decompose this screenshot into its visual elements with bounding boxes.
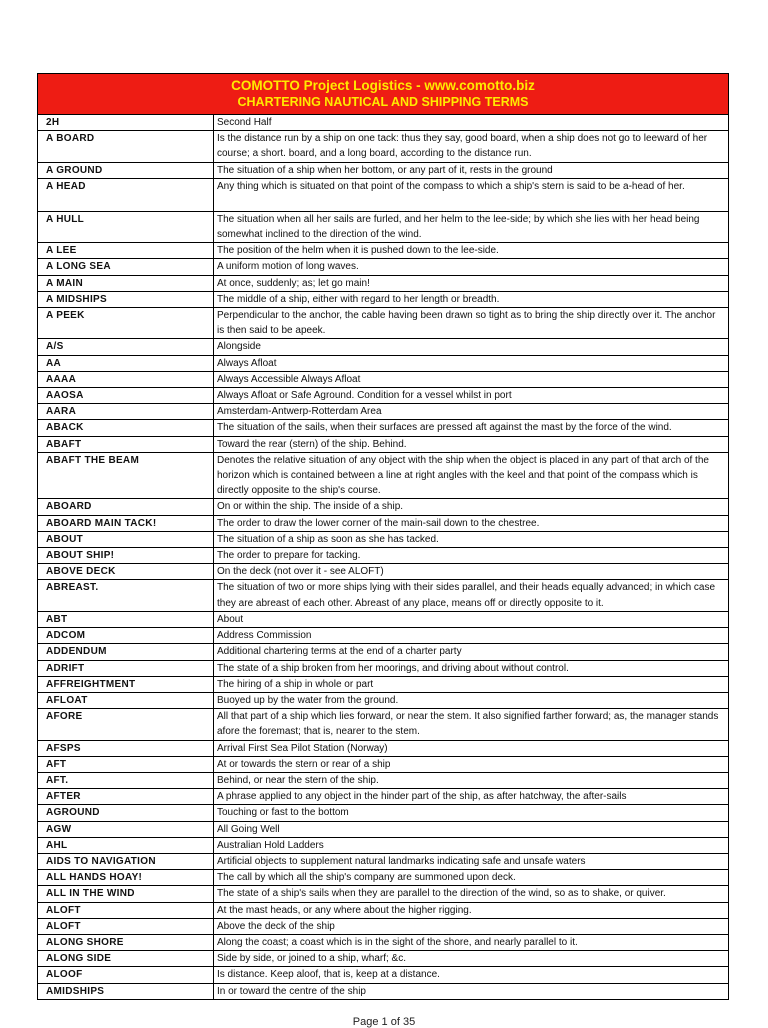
term-row [38, 548, 728, 564]
term-row [38, 902, 728, 918]
definition-cell: The state of a ship broken from her moorings, and driving about without control. [214, 660, 729, 676]
term-cell: ADDENDUM [38, 644, 214, 660]
definition-cell: Denotes the relative situation of any object with the ship when the object is placed in any part of that arch of the horizon which is contained between a line at right angles with the keel and that point of the compass which is directly opposite to the ship's course. [214, 452, 729, 499]
term-row [38, 355, 728, 371]
term-cell: ALL HANDS HOAY! [38, 870, 214, 886]
term-row [38, 853, 728, 869]
term-cell: A GROUND [38, 162, 214, 178]
definition-cell: Amsterdam-Antwerp-Rotterdam Area [214, 404, 729, 420]
term-row [38, 644, 728, 660]
term-cell: A HULL [38, 211, 214, 242]
definition-cell: At the mast heads, or any where about the higher rigging. [214, 902, 729, 918]
term-row [38, 789, 728, 805]
term-cell: ABAFT [38, 436, 214, 452]
definition-cell: On the deck (not over it - see ALOFT) [214, 564, 729, 580]
term-cell: AFT [38, 756, 214, 772]
term-row [38, 291, 728, 307]
term-cell: ADRIFT [38, 660, 214, 676]
term-row [38, 452, 728, 499]
term-cell: ABREAST. [38, 580, 214, 611]
term-cell: ABT [38, 611, 214, 627]
term-cell: ABAFT THE BEAM [38, 452, 214, 499]
term-row [38, 131, 728, 162]
definition-cell: Arrival First Sea Pilot Station (Norway) [214, 740, 729, 756]
definition-cell: At or towards the stern or rear of a ship [214, 756, 729, 772]
term-cell: AFLOAT [38, 692, 214, 708]
term-cell: A/S [38, 339, 214, 355]
term-row [38, 404, 728, 420]
term-cell: ALONG SHORE [38, 934, 214, 950]
term-cell: AFSPS [38, 740, 214, 756]
definition-cell: All that part of a ship which lies forward, or near the stem. It also signified farther forward; as, the manager stands afore the foremast; that is, nearer to the stem. [214, 709, 729, 740]
term-cell: A LEE [38, 243, 214, 259]
term-row [38, 371, 728, 387]
term-cell: AGW [38, 821, 214, 837]
term-cell: AA [38, 355, 214, 371]
definition-cell: The situation of a ship as soon as she has tacked. [214, 531, 729, 547]
definition-cell: A phrase applied to any object in the hinder part of the ship, as after hatchway, the after-sails [214, 789, 729, 805]
definition-cell: Alongside [214, 339, 729, 355]
term-cell: ABOUT [38, 531, 214, 547]
definition-cell: Australian Hold Ladders [214, 837, 729, 853]
term-row [38, 660, 728, 676]
term-row [38, 499, 728, 515]
definition-cell: A uniform motion of long waves. [214, 259, 729, 275]
term-cell: ALONG SIDE [38, 951, 214, 967]
term-cell: AARA [38, 404, 214, 420]
term-cell: A MAIN [38, 275, 214, 291]
definition-cell: At once, suddenly; as; let go main! [214, 275, 729, 291]
definition-cell: In or toward the centre of the ship [214, 983, 729, 999]
term-row [38, 178, 728, 211]
term-row [38, 951, 728, 967]
term-cell: ABACK [38, 420, 214, 436]
definition-cell: Along the coast; a coast which is in the sight of the shore, and nearly parallel to it. [214, 934, 729, 950]
definition-cell: Side by side, or joined to a ship, wharf; &c. [214, 951, 729, 967]
definition-cell: The middle of a ship, either with regard to her length or breadth. [214, 291, 729, 307]
term-row [38, 772, 728, 788]
term-row [38, 420, 728, 436]
term-row [38, 243, 728, 259]
definition-cell: Toward the rear (stern) of the ship. Behind. [214, 436, 729, 452]
header-subtitle: CHARTERING NAUTICAL AND SHIPPING TERMS [237, 95, 529, 109]
term-cell: ALOOF [38, 967, 214, 983]
definition-cell: Address Commission [214, 628, 729, 644]
term-row [38, 756, 728, 772]
term-row [38, 388, 728, 404]
term-cell: AHL [38, 837, 214, 853]
term-row [38, 983, 728, 999]
definition-cell: Always Accessible Always Afloat [214, 371, 729, 387]
term-cell: 2H [38, 115, 214, 131]
term-cell: ABOARD MAIN TACK! [38, 515, 214, 531]
definition-cell: Touching or fast to the bottom [214, 805, 729, 821]
term-row [38, 308, 728, 339]
term-row [38, 967, 728, 983]
term-cell: A BOARD [38, 131, 214, 162]
definition-cell: Above the deck of the ship [214, 918, 729, 934]
term-row [38, 339, 728, 355]
term-row [38, 870, 728, 886]
term-cell: AAAA [38, 371, 214, 387]
definition-cell: The position of the helm when it is pushed down to the lee-side. [214, 243, 729, 259]
header-banner [38, 74, 728, 115]
term-row [38, 628, 728, 644]
term-row [38, 709, 728, 740]
definition-cell: The hiring of a ship in whole or part [214, 676, 729, 692]
term-cell: A HEAD [38, 178, 214, 211]
term-row [38, 692, 728, 708]
definition-cell: Always Afloat or Safe Aground. Condition for a vessel whilst in port [214, 388, 729, 404]
term-cell: ALOFT [38, 902, 214, 918]
definition-cell: The call by which all the ship's company are summoned upon deck. [214, 870, 729, 886]
term-row [38, 611, 728, 627]
term-row [38, 837, 728, 853]
term-cell: AGROUND [38, 805, 214, 821]
term-row [38, 821, 728, 837]
definition-cell: Artificial objects to supplement natural landmarks indicating safe and unsafe waters [214, 853, 729, 869]
definition-cell: The situation of the sails, when their surfaces are pressed aft against the mast by the force of the wind. [214, 420, 729, 436]
term-cell: ABOUT SHIP! [38, 548, 214, 564]
term-cell: AFORE [38, 709, 214, 740]
terms-table [38, 115, 728, 1000]
term-row [38, 531, 728, 547]
definition-cell: About [214, 611, 729, 627]
page-footer: Page 1 of 35 [352, 1016, 416, 1028]
term-cell: AAOSA [38, 388, 214, 404]
term-row [38, 676, 728, 692]
definition-cell: Is distance. Keep aloof, that is, keep at a distance. [214, 967, 729, 983]
definition-cell: The order to draw the lower corner of the main-sail down to the chestree. [214, 515, 729, 531]
term-cell: AFTER [38, 789, 214, 805]
term-row [38, 580, 728, 611]
term-row [38, 918, 728, 934]
definition-cell: The state of a ship's sails when they are parallel to the direction of the wind, so as to shake, or quiver. [214, 886, 729, 902]
term-row [38, 436, 728, 452]
term-row [38, 886, 728, 902]
term-cell: ABOVE DECK [38, 564, 214, 580]
term-cell: A MIDSHIPS [38, 291, 214, 307]
definition-cell: The situation of a ship when her bottom, or any part of it, rests in the ground [214, 162, 729, 178]
term-cell: AIDS TO NAVIGATION [38, 853, 214, 869]
term-row [38, 259, 728, 275]
header-title: COMOTTO Project Logistics - www.comotto.biz [231, 78, 535, 93]
term-cell: AFT. [38, 772, 214, 788]
term-row [38, 162, 728, 178]
term-row [38, 805, 728, 821]
definition-cell: On or within the ship. The inside of a ship. [214, 499, 729, 515]
definition-cell: Always Afloat [214, 355, 729, 371]
term-cell: ADCOM [38, 628, 214, 644]
definition-cell: Is the distance run by a ship on one tack: thus they say, good board, when a ship does not go to leeward of her course; a short. board, and a long board, according to the distance run. [214, 131, 729, 162]
definition-cell: Buoyed up by the water from the ground. [214, 692, 729, 708]
definition-cell: The situation of two or more ships lying with their sides parallel, and their heads equally advanced; in which case they are abreast of each other. Abreast of any place, means off or directly opposite to it. [214, 580, 729, 611]
term-cell: A LONG SEA [38, 259, 214, 275]
term-row [38, 115, 728, 131]
term-row [38, 275, 728, 291]
definition-cell: Second Half [214, 115, 729, 131]
term-row [38, 740, 728, 756]
term-cell: AMIDSHIPS [38, 983, 214, 999]
term-row [38, 211, 728, 242]
term-cell: ABOARD [38, 499, 214, 515]
definition-cell: Perpendicular to the anchor, the cable having been drawn so tight as to bring the ship directly over it. The anchor is then said to be apeek. [214, 308, 729, 339]
term-row [38, 515, 728, 531]
term-cell: AFFREIGHTMENT [38, 676, 214, 692]
term-cell: ALOFT [38, 918, 214, 934]
glossary-sheet [37, 73, 729, 1000]
term-cell: A PEEK [38, 308, 214, 339]
term-cell: ALL IN THE WIND [38, 886, 214, 902]
definition-cell: All Going Well [214, 821, 729, 837]
definition-cell: Any thing which is situated on that point of the compass to which a ship's stern is said to be a-head of her. [214, 178, 729, 211]
definition-cell: Additional chartering terms at the end of a charter party [214, 644, 729, 660]
definition-cell: Behind, or near the stern of the ship. [214, 772, 729, 788]
term-row [38, 564, 728, 580]
term-row [38, 934, 728, 950]
definition-cell: The situation when all her sails are furled, and her helm to the lee-side; by which she lies with her head being somewhat inclined to the direction of the wind. [214, 211, 729, 242]
definition-cell: The order to prepare for tacking. [214, 548, 729, 564]
